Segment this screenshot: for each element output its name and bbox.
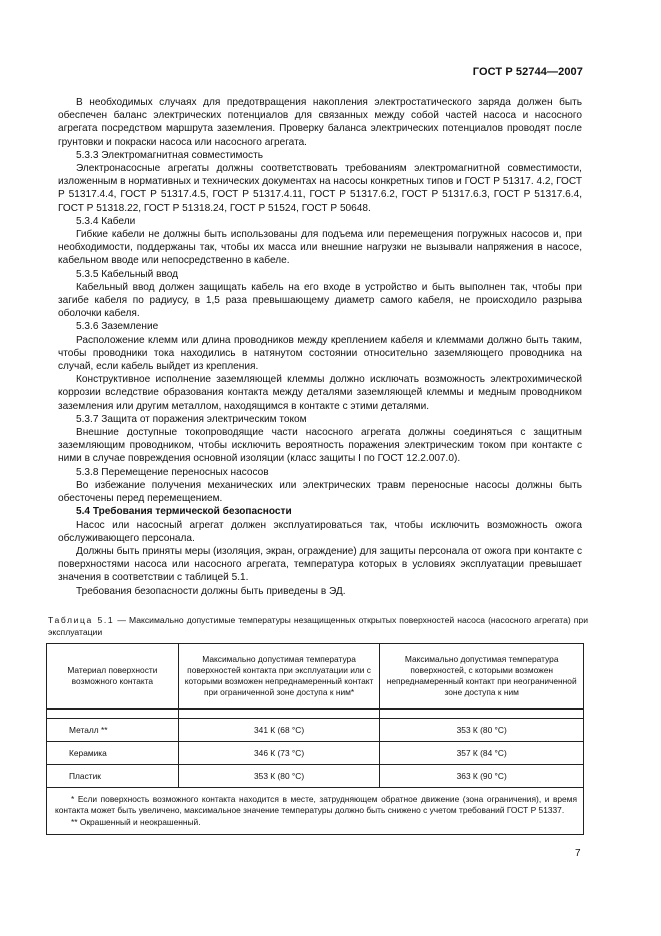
table-cell-material: Металл **	[47, 719, 179, 742]
subsection-heading: 5.3.7 Защита от поражения электрическим током	[76, 413, 307, 425]
table-cell-material: Пластик	[47, 765, 179, 788]
paragraph: Во избежание получения механических или электрических травм переносные насосы должны быть обесточены перед перемещением.	[58, 479, 582, 505]
subsection-heading: 5.3.6 Заземление	[76, 321, 159, 333]
paragraph: Электронасосные агрегаты должны соответствовать требованиям электромагнитной совместимости, изложенным в нормативных и технических документах на насосы конкретных типов и ГОСТ Р 51317. 4.2, ГОСТ Р 51317.4.4, ГОСТ Р 51317.4.5, ГОСТ Р 51317.4.11, ГОСТ Р 51317.6.2, ГОСТ Р 51317.6.3, ГОСТ Р 51317.6.4, ГОСТ Р 51318.22, ГОСТ Р 51318.24, ГОСТ Р 51524, ГОСТ Р 50648.	[58, 163, 583, 214]
subsection-heading: 5.3.8 Перемещение переносных насосов	[76, 466, 269, 478]
subsection-heading: 5.3.5 Кабельный ввод	[76, 268, 179, 280]
temperature-table	[46, 643, 584, 835]
section-heading: 5.4 Требования термической безопасности	[76, 506, 292, 518]
paragraph: Расположение клемм или длина проводников между креплением кабеля и клеммами должно быть таким, чтобы проводники тока находились в натянутом состоянии относительно заземляющего проводника на случай, если кабель выйдет из крепления.	[58, 334, 582, 373]
table-header-cell: Материал поверхности возможного контакта	[47, 644, 179, 710]
table-row	[47, 719, 584, 742]
table-cell-value: 363 К (90 °С)	[380, 765, 584, 788]
document-header: ГОСТ Р 52744—2007	[472, 66, 583, 78]
paragraph: Конструктивное исполнение заземляющей клеммы должно исключать возможность электрохимической коррозии вследствие образования контакта между деталями заземляющей клеммы и медным проводником заземления или другим металлом, находящимся в контакте с этими деталями.	[58, 374, 582, 412]
table-header-row	[47, 644, 584, 710]
table-caption	[48, 615, 588, 638]
paragraph: Кабельный ввод должен защищать кабель на его входе в устройство и быть выполнен так, чтобы при загибе кабеля по радиусу, в 1,5 раза превышающему диаметр самого кабеля, не происходило разрыва оболочки кабеля.	[58, 281, 582, 320]
page-number: 7	[575, 848, 581, 859]
subsection-heading: 5.3.4 Кабели	[76, 215, 136, 227]
table-cell-value: 341 К (68 °С)	[178, 719, 380, 742]
paragraph: Насос или насосный агрегат должен эксплуатироваться так, чтобы исключить возможность ожога обслуживающего персонала.	[58, 519, 582, 544]
table-header-cell: Максимально допустимая температура поверхностей контакта при эксплуатации или с которыми возможен непреднамеренный контакт при ограниченной зоне доступа к ним*	[178, 644, 380, 710]
paragraph: Внешние доступные токопроводящие части насосного агрегата должны соединяться с защитным заземляющим проводником, чтобы исключить вероятность поражения электрическим током при контакте с ними в случае повреждения основной изоляции (класс защиты I по ГОСТ 12.2.007.0).	[58, 427, 582, 465]
table-caption-label: Таблица 5.1	[48, 615, 115, 625]
table-header-cell: Максимально допустимая температура поверхностей, с которыми возможен непреднамеренный контакт при неограниченной зоне доступа к ним	[380, 644, 584, 710]
paragraph: Должны быть приняты меры (изоляция, экран, ограждение) для защиты персонала от ожога при контакте с поверхностями насоса или насосного агрегата, температура которых в условиях эксплуатации превышает значения в соответствии с таблицей 5.1.	[58, 545, 582, 584]
body-text	[58, 96, 582, 598]
table-cell-value: 357 К (84 °С)	[380, 742, 584, 765]
table-cell-value: 346 К (73 °С)	[178, 742, 380, 765]
table-row	[47, 742, 584, 765]
paragraph: В необходимых случаях для предотвращения накопления электростатического заряда должен быть обеспечен баланс электрических потенциалов для связанных между собой частей насоса и насосного агрегата посредством маршрута заземления. Проверку баланса электрических потенциалов проводят после грунтовки и покраски насоса или насосного агрегата.	[58, 97, 582, 148]
table-row	[47, 765, 584, 788]
table-separator-row	[47, 709, 584, 719]
table-notes	[47, 788, 584, 835]
table-note: ** Окрашенный и неокрашенный.	[71, 816, 201, 827]
subsection-heading: 5.3.3 Электромагнитная совместимость	[76, 149, 263, 161]
paragraph: Требования безопасности должны быть приведены в ЭД.	[76, 585, 346, 597]
paragraph: Гибкие кабели не должны быть использованы для подъема или перемещения погружных насосов и, при необходимости, поддержаны так, чтобы их масса или внешние нагрузки не вызывали напряжения в насосе, кабельном вводе или непосредственно в кабеле.	[58, 229, 582, 267]
table-notes-row	[47, 788, 584, 835]
table-caption-text: — Максимально допустимые температуры незащищенных открытых поверхностей насоса (насосного агрегата) при эксплуатации	[48, 615, 588, 637]
table-note: * Если поверхность возможного контакта находится в месте, затрудняющем обратное движение (зона ограничения), и время контакта может быть увеличено, максимальное значение температуры должно быть снижено с учетом требований ГОСТ Р 51337.	[55, 794, 577, 816]
table-cell-material: Керамика	[47, 742, 179, 765]
table-cell-value: 353 К (80 °С)	[178, 765, 380, 788]
table-cell-value: 353 К (80 °С)	[380, 719, 584, 742]
